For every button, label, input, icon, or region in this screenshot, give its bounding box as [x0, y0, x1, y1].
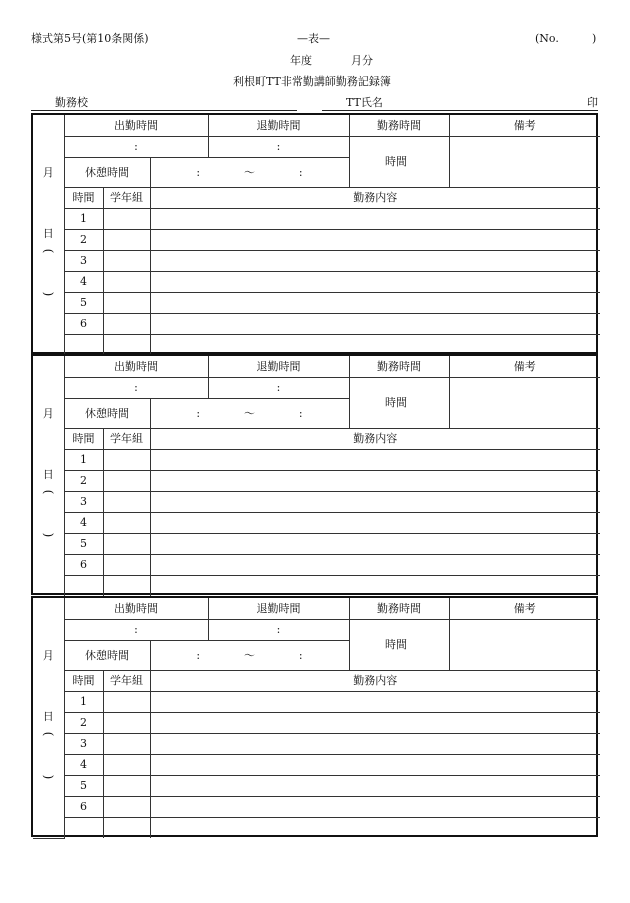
period-number: 3	[64, 250, 103, 271]
class-field[interactable]	[103, 292, 150, 313]
remarks-header: 備考	[449, 356, 600, 377]
period-number	[64, 334, 103, 355]
arrival-header: 出勤時間	[64, 598, 208, 619]
period-number: 4	[64, 754, 103, 775]
day-cell-label: 日	[42, 710, 54, 723]
month-cell-label: 月	[42, 407, 54, 420]
content-field[interactable]	[150, 575, 600, 596]
day-cell-label: 日	[42, 227, 54, 240]
period-header: 時間	[64, 428, 103, 449]
paren-close: )	[41, 774, 56, 780]
period-number	[64, 817, 103, 838]
class-field[interactable]	[103, 470, 150, 491]
break-time-label: 休憩時間	[64, 640, 150, 670]
school-label: 勤務校	[55, 96, 88, 109]
class-field[interactable]	[103, 512, 150, 533]
break-time-label: 休憩時間	[64, 157, 150, 187]
period-number: 4	[64, 512, 103, 533]
work-content-header: 勤務内容	[150, 670, 600, 691]
form-number: 様式第5号(第10条関係)	[31, 32, 149, 45]
paren-open: (	[41, 248, 56, 254]
number-close: )	[592, 32, 597, 45]
paren-open: (	[41, 731, 56, 737]
class-field[interactable]	[103, 313, 150, 334]
remarks-header: 備考	[449, 115, 600, 136]
content-field[interactable]	[150, 554, 600, 575]
period-number: 5	[64, 775, 103, 796]
period-number: 2	[64, 470, 103, 491]
seal-mark: 印	[587, 96, 598, 109]
remarks-field[interactable]	[449, 377, 600, 428]
period-header: 時間	[64, 670, 103, 691]
departure-header: 退勤時間	[208, 115, 349, 136]
class-field[interactable]	[103, 775, 150, 796]
class-field[interactable]	[103, 208, 150, 229]
name-underline	[322, 110, 598, 111]
work-content-header: 勤務内容	[150, 187, 600, 208]
period-number	[64, 575, 103, 596]
content-field[interactable]	[150, 208, 600, 229]
remarks-field[interactable]	[449, 619, 600, 670]
content-field[interactable]	[150, 334, 600, 355]
class-field[interactable]	[103, 575, 150, 596]
content-field[interactable]	[150, 292, 600, 313]
content-field[interactable]	[150, 733, 600, 754]
class-field[interactable]	[103, 554, 150, 575]
period-number: 2	[64, 229, 103, 250]
record-block	[31, 596, 598, 837]
arrival-header: 出勤時間	[64, 356, 208, 377]
class-field[interactable]	[103, 754, 150, 775]
break-time-field[interactable]: : 〜 :	[150, 157, 349, 187]
paren-close: )	[41, 532, 56, 538]
break-time-field[interactable]: : 〜 :	[150, 640, 349, 670]
day-cell-label: 日	[42, 468, 54, 481]
class-field[interactable]	[103, 533, 150, 554]
departure-time-field[interactable]: :	[208, 136, 349, 157]
side-label: —表—	[297, 32, 330, 45]
content-field[interactable]	[150, 470, 600, 491]
period-number: 6	[64, 313, 103, 334]
period-number: 5	[64, 292, 103, 313]
content-field[interactable]	[150, 271, 600, 292]
content-field[interactable]	[150, 533, 600, 554]
class-field[interactable]	[103, 733, 150, 754]
record-block	[31, 354, 598, 595]
school-underline	[31, 110, 297, 111]
class-field[interactable]	[103, 491, 150, 512]
content-field[interactable]	[150, 796, 600, 817]
class-field[interactable]	[103, 817, 150, 838]
break-time-field[interactable]: : 〜 :	[150, 398, 349, 428]
arrival-time-field[interactable]: :	[64, 136, 208, 157]
month-cell-label: 月	[42, 166, 54, 179]
month-cell-label: 月	[42, 649, 54, 662]
departure-time-field[interactable]: :	[208, 619, 349, 640]
number-open: (No.	[535, 32, 559, 45]
month-label: 月分	[351, 54, 373, 67]
work-hours-header: 勤務時間	[349, 115, 449, 136]
content-field[interactable]	[150, 491, 600, 512]
work-hours-header: 勤務時間	[349, 598, 449, 619]
content-field[interactable]	[150, 449, 600, 470]
document-title: 利根町TT非常勤講師勤務記録簿	[233, 75, 391, 88]
content-field[interactable]	[150, 817, 600, 838]
work-content-header: 勤務内容	[150, 428, 600, 449]
content-field[interactable]	[150, 691, 600, 712]
period-header: 時間	[64, 187, 103, 208]
period-number: 1	[64, 449, 103, 470]
paren-open: (	[41, 489, 56, 495]
date-column	[33, 598, 64, 838]
teacher-name-label: TT氏名	[346, 96, 383, 109]
class-field[interactable]	[103, 334, 150, 355]
period-number: 4	[64, 271, 103, 292]
content-field[interactable]	[150, 775, 600, 796]
date-column	[33, 356, 64, 596]
period-number: 1	[64, 208, 103, 229]
class-field[interactable]	[103, 250, 150, 271]
period-number: 2	[64, 712, 103, 733]
arrival-time-field[interactable]: :	[64, 619, 208, 640]
work-hours-field[interactable]: 時間	[349, 619, 449, 670]
period-number: 5	[64, 533, 103, 554]
class-header: 学年組	[103, 428, 150, 449]
remarks-field[interactable]	[449, 136, 600, 187]
work-hours-field[interactable]: 時間	[349, 136, 449, 187]
work-hours-header: 勤務時間	[349, 356, 449, 377]
period-number: 3	[64, 733, 103, 754]
class-field[interactable]	[103, 271, 150, 292]
departure-time-field[interactable]: :	[208, 377, 349, 398]
content-field[interactable]	[150, 712, 600, 733]
class-header: 学年組	[103, 670, 150, 691]
class-field[interactable]	[103, 229, 150, 250]
work-hours-field[interactable]: 時間	[349, 377, 449, 428]
remarks-header: 備考	[449, 598, 600, 619]
content-field[interactable]	[150, 229, 600, 250]
content-field[interactable]	[150, 754, 600, 775]
content-field[interactable]	[150, 512, 600, 533]
fiscal-year-label: 年度	[290, 54, 312, 67]
class-field[interactable]	[103, 449, 150, 470]
class-field[interactable]	[103, 712, 150, 733]
arrival-header: 出勤時間	[64, 115, 208, 136]
content-field[interactable]	[150, 313, 600, 334]
arrival-time-field[interactable]: :	[64, 377, 208, 398]
class-field[interactable]	[103, 691, 150, 712]
period-number: 1	[64, 691, 103, 712]
content-field[interactable]	[150, 250, 600, 271]
class-field[interactable]	[103, 796, 150, 817]
class-header: 学年組	[103, 187, 150, 208]
paren-close: )	[41, 291, 56, 297]
departure-header: 退勤時間	[208, 598, 349, 619]
record-block	[31, 113, 598, 354]
break-time-label: 休憩時間	[64, 398, 150, 428]
period-number: 6	[64, 796, 103, 817]
period-number: 3	[64, 491, 103, 512]
date-column	[33, 115, 64, 355]
departure-header: 退勤時間	[208, 356, 349, 377]
period-number: 6	[64, 554, 103, 575]
